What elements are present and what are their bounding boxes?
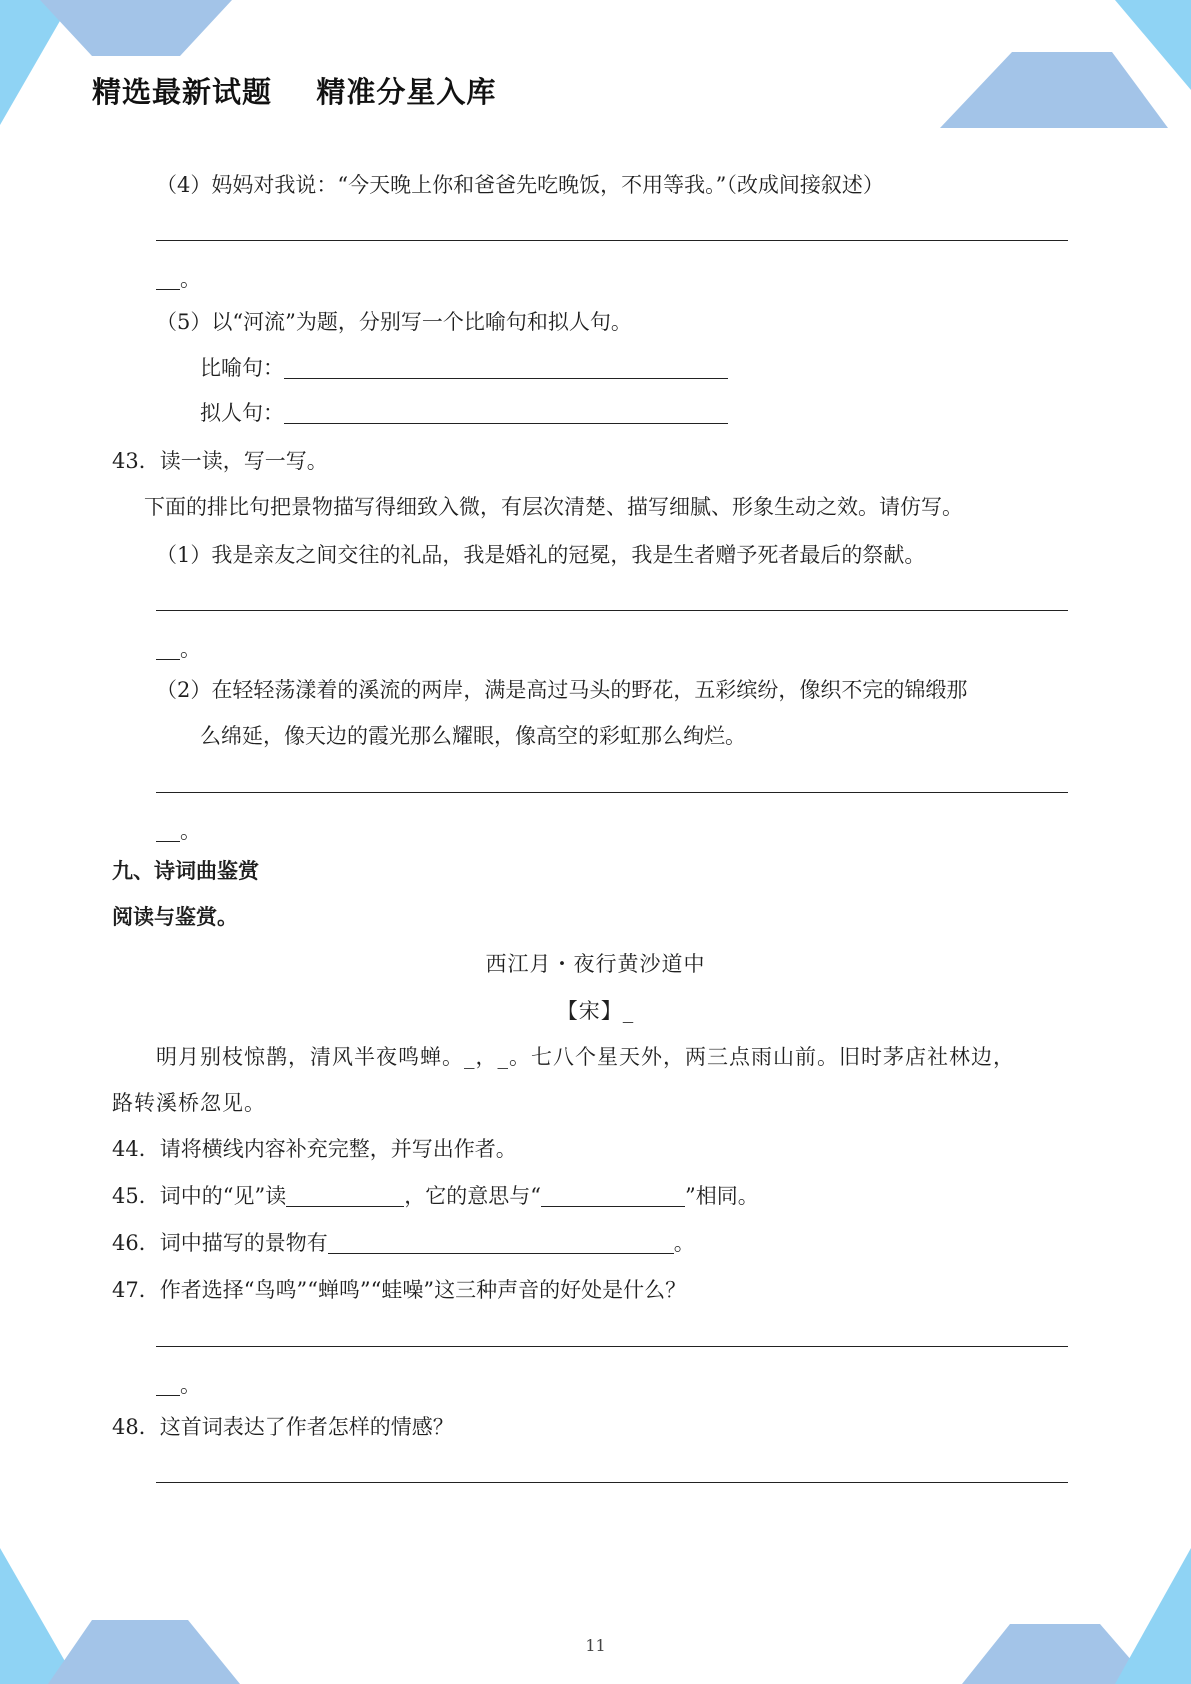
personification-answer-line[interactable] [284, 401, 728, 424]
q48-answer-line[interactable] [156, 1482, 1068, 1483]
q45: 45．词中的“见”读 ，它的意思与“ ”相同。 [112, 1184, 759, 1208]
q43-item2-line1: （2）在轻轻荡漾着的溪流的两岸，满是高过马头的野花，五彩缤纷，像织不完的锦缎那 [156, 678, 968, 702]
top-left-trapezoid [40, 0, 232, 56]
poem-line-2: 路转溪桥忽见。 [112, 1091, 266, 1115]
page-number: 11 [585, 1636, 606, 1655]
poem-line-1: 明月别枝惊鹊，清风半夜鸣蝉。_，_。七八个星天外，两三点雨山前。旧时茅店社林边， [156, 1045, 1015, 1069]
q46: 46．词中描写的景物有 。 [112, 1231, 695, 1255]
header-title: 精选最新试题 精准分星入库 [92, 75, 497, 109]
q44: 44．请将横线内容补充完整，并写出作者。 [112, 1137, 517, 1161]
personification-row [200, 398, 728, 428]
poem-author: 【宋】_ [556, 999, 635, 1023]
q47-end: 。 [156, 1370, 201, 1400]
q43-title: 43．读一读，写一写。 [112, 449, 328, 473]
simile-row [200, 353, 728, 383]
short-blank[interactable] [156, 1373, 180, 1396]
q43-item2-answer-line[interactable] [156, 792, 1068, 793]
q43-item1-end: 。 [156, 634, 201, 664]
bottom-right-triangle [1115, 1548, 1191, 1684]
q43-intro: 下面的排比句把景物描写得细致入微，有层次清楚、描写细腻、形象生动之效。请仿写。 [144, 495, 963, 519]
q46-blank[interactable] [328, 1231, 674, 1254]
section9-subheading: 阅读与鉴赏。 [112, 905, 238, 929]
simile-answer-line[interactable] [284, 356, 728, 379]
simile-label: 比喻句： [200, 356, 284, 380]
q43-item2-end: 。 [156, 816, 201, 846]
q48: 48．这首词表达了作者怎样的情感？ [112, 1415, 454, 1439]
q43-item1-answer-line[interactable] [156, 610, 1068, 611]
q42-item5: （5）以“河流”为题，分别写一个比喻句和拟人句。 [156, 310, 632, 334]
q43-item1: （1）我是亲友之间交往的礼品，我是婚礼的冠冕，我是生者赠予死者最后的祭献。 [156, 543, 926, 567]
short-blank[interactable] [156, 819, 180, 842]
q47: 47．作者选择“鸟鸣”“蝉鸣”“蛙噪”这三种声音的好处是什么？ [112, 1278, 687, 1302]
q43-item2-line2: 么绵延，像天边的霞光那么耀眼，像高空的彩虹那么绚烂。 [200, 724, 746, 748]
q45-blank-2[interactable] [541, 1184, 685, 1207]
short-blank[interactable] [156, 267, 180, 290]
section9-heading: 九、诗词曲鉴赏 [112, 859, 259, 883]
q42-item4-answer-line[interactable] [156, 240, 1068, 241]
personification-label: 拟人句： [200, 401, 284, 425]
short-blank[interactable] [156, 637, 180, 660]
q42-item4-end: 。 [156, 264, 201, 294]
q47-answer-line[interactable] [156, 1346, 1068, 1347]
q45-blank-1[interactable] [286, 1184, 404, 1207]
q42-item4: （4）妈妈对我说：“今天晚上你和爸爸先吃晚饭，不用等我。”（改成间接叙述） [156, 173, 884, 197]
footer-decoration [0, 1524, 1191, 1684]
top-right-trapezoid [940, 52, 1168, 128]
poem-title: 西江月・夜行黄沙道中 [485, 952, 706, 976]
